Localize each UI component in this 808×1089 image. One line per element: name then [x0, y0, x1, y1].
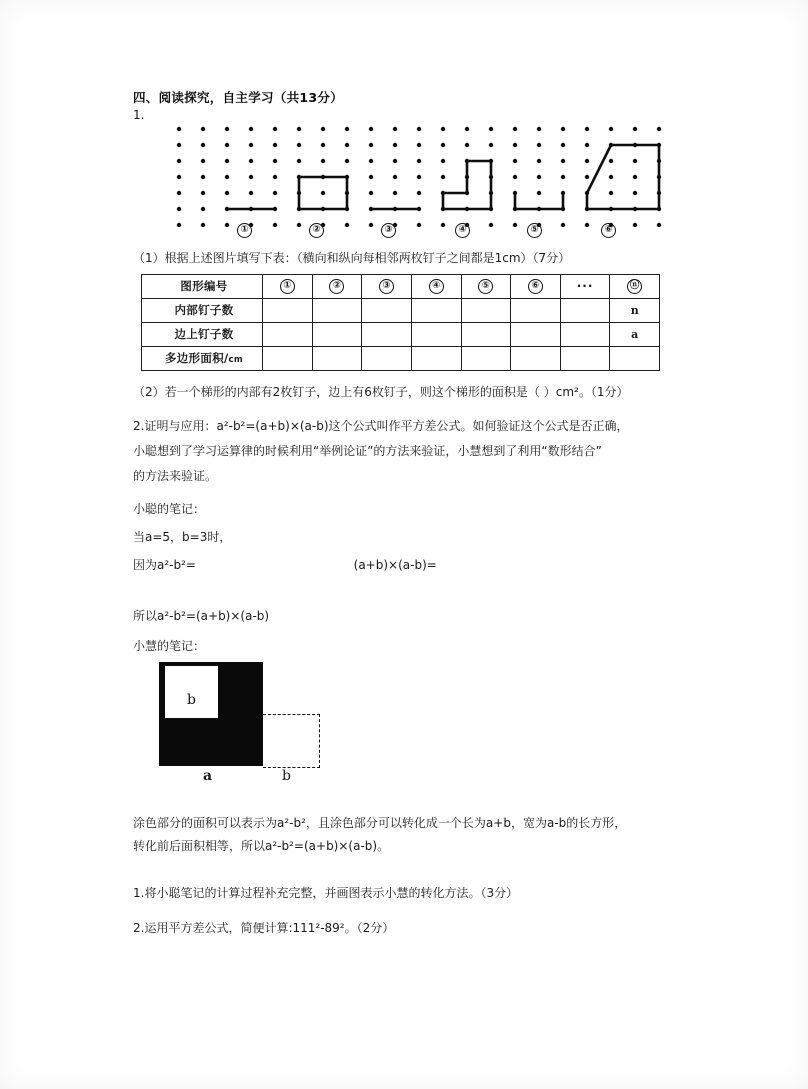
page-content	[133, 88, 678, 939]
figure-label-row	[173, 223, 673, 239]
figure-label-2: ②	[309, 223, 324, 238]
question-2-text: （2）若一个梯形的内部有2枚钉子，边上有6枚钉子，则这个梯形的面积是（ ）cm²。（1分）	[133, 384, 629, 399]
dot-grid-svg	[173, 123, 673, 227]
table-row	[142, 322, 660, 346]
cell-r3-c2[interactable]	[362, 346, 412, 370]
final-questions-block	[133, 883, 678, 939]
xiaocong-notes-title: 小聪的笔记：	[133, 501, 206, 516]
cell-r3-c0[interactable]	[263, 346, 313, 370]
cell-r1-c2[interactable]	[362, 298, 412, 322]
cell-r0-cn: ⓝ	[610, 274, 660, 298]
final-question-2: 2.运用平方差公式，简便计算:111²-89²。（2分）	[133, 920, 395, 935]
xiaocong-equation-row	[133, 556, 678, 573]
cell-r0-c2: ③	[362, 274, 412, 298]
final-question-1: 1.将小聪笔记的计算过程补充完整，并画图表示小慧的转化方法。（3分）	[133, 885, 519, 900]
table-row	[142, 274, 660, 298]
figure-label-6: ⑥	[601, 223, 616, 238]
question-1-text: （1）根据上述图片填写下表：（横向和纵向每相邻两枚钉子之间都是1cm）（7分）	[133, 251, 571, 266]
cell-r2-c3[interactable]	[411, 322, 461, 346]
table-row	[142, 346, 660, 370]
cell-r3-c5[interactable]	[511, 346, 561, 370]
figure-outline-6	[587, 145, 659, 209]
item-number: 1.	[133, 108, 145, 122]
cell-r0-c4: ⑤	[461, 274, 511, 298]
cell-r2-c0[interactable]	[263, 322, 313, 346]
cell-r1-c5[interactable]	[511, 298, 561, 322]
cell-r1-c0[interactable]	[263, 298, 313, 322]
square-difference-diagram	[151, 662, 401, 802]
figure-outline-4	[443, 161, 491, 209]
xiaohui-explanation-line-1: 涂色部分的面积可以表示为a²-b²，且涂色部分可以转化成一个长为a+b，宽为a-b的长方形，	[133, 815, 627, 830]
figure-outline-5	[515, 193, 563, 209]
cell-r3-c6[interactable]	[560, 346, 610, 370]
cell-r3-c1[interactable]	[312, 346, 362, 370]
xiaocong-because-expression: 因为a²-b²=	[133, 557, 196, 572]
side-label-a: a	[203, 767, 213, 784]
cell-r1-c3[interactable]	[411, 298, 461, 322]
figure-label-4: ④	[455, 223, 470, 238]
cell-r2-c4[interactable]	[461, 322, 511, 346]
section-heading: 四、阅读探究，自主学习（共13分）	[133, 90, 343, 105]
row-header-boundary-nails: 边上钉子数	[142, 322, 263, 346]
row-header-interior-nails: 内部钉子数	[142, 298, 263, 322]
proof-paragraph-line-2: 小聪想到了学习运算律的时候利用“举例论证”的方法来验证，小慧想到了利用“数形结合”	[133, 444, 602, 459]
cell-r3-c3[interactable]	[411, 346, 461, 370]
cell-r0-c3: ④	[411, 274, 461, 298]
table-row	[142, 298, 660, 322]
cell-r2-c6[interactable]	[560, 322, 610, 346]
xiaocong-conclusion: 所以a²-b²=(a+b)×(a-b)	[133, 608, 270, 623]
dashed-rectangle	[263, 714, 320, 768]
cutout-square-label: b	[187, 691, 196, 708]
cell-r2-c1[interactable]	[312, 322, 362, 346]
cell-r0-c0: ①	[263, 274, 313, 298]
cell-r3-c4[interactable]	[461, 346, 511, 370]
cell-r2-c5[interactable]	[511, 322, 561, 346]
row-header-polygon-area: 多边形面积/cm	[142, 346, 263, 370]
xiaohui-notes-title: 小慧的笔记：	[133, 638, 206, 653]
cell-r1-c1[interactable]	[312, 298, 362, 322]
xiaohui-explanation-line-2: 转化前后面积相等，所以a²-b²=(a+b)×(a-b)。	[133, 839, 390, 854]
figure-label-3: ③	[381, 223, 396, 238]
cell-r2-c2[interactable]	[362, 322, 412, 346]
proof-paragraph-line-1: 2.证明与应用：a²-b²=(a+b)×(a-b)这个公式叫作平方差公式。如何验证这个公式是否正确，	[133, 418, 629, 433]
cell-r0-c5: ⑥	[511, 274, 561, 298]
cell-r0-c1: ②	[312, 274, 362, 298]
cell-r2-cn: a	[610, 322, 660, 346]
xiaocong-given-values: 当a=5，b=3时，	[133, 529, 232, 544]
cell-r1-c6[interactable]	[560, 298, 610, 322]
cell-r3-cn[interactable]	[610, 346, 660, 370]
dot-grid-figure	[173, 123, 678, 241]
xiaocong-product-expression: (a+b)×(a-b)=	[353, 557, 437, 572]
figure-label-1: ①	[237, 223, 252, 238]
figure-label-5: ⑤	[527, 223, 542, 238]
cell-r0-ellipsis: ···	[560, 274, 610, 298]
cell-r1-c4[interactable]	[461, 298, 511, 322]
cell-r1-cn: n	[610, 298, 660, 322]
side-label-b: b	[282, 767, 291, 784]
row-header-figure-number: 图形编号	[142, 274, 263, 298]
nail-count-table	[141, 274, 660, 371]
proof-paragraph-line-3: 的方法来验证。	[133, 469, 218, 484]
